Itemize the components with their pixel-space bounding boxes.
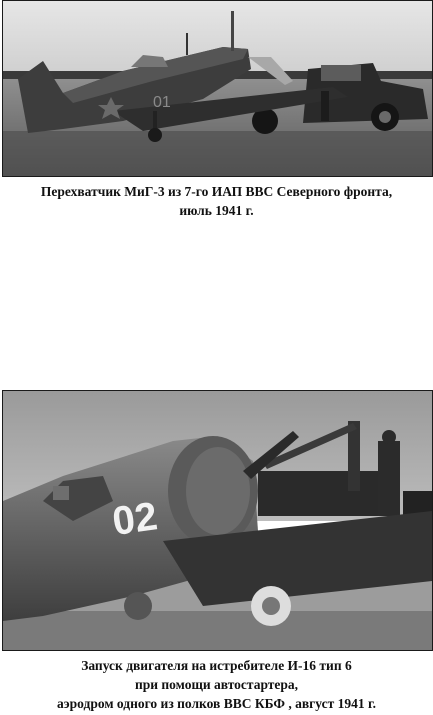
caption-line: аэродром одного из полков ВВС КБФ , август 1941 г. [57,696,376,711]
aircraft-marking-01: 01 [153,94,171,111]
caption-figure-1 [0,182,433,220]
aircraft-marking-02: 02 [109,494,161,544]
caption-line: при помощи автостартера, [134,677,299,692]
caption-line: Перехватчик МиГ-3 из 7-го ИАП ВВС Северного фронта, [40,184,393,199]
photo-i16-engine-start [2,390,433,651]
caption-figure-2 [0,656,433,713]
caption-line: июль 1941 г. [179,203,254,218]
caption-line: Запуск двигателя на истребителе И-16 тип 6 [81,658,352,673]
photo-mig3-interceptor [2,0,433,177]
